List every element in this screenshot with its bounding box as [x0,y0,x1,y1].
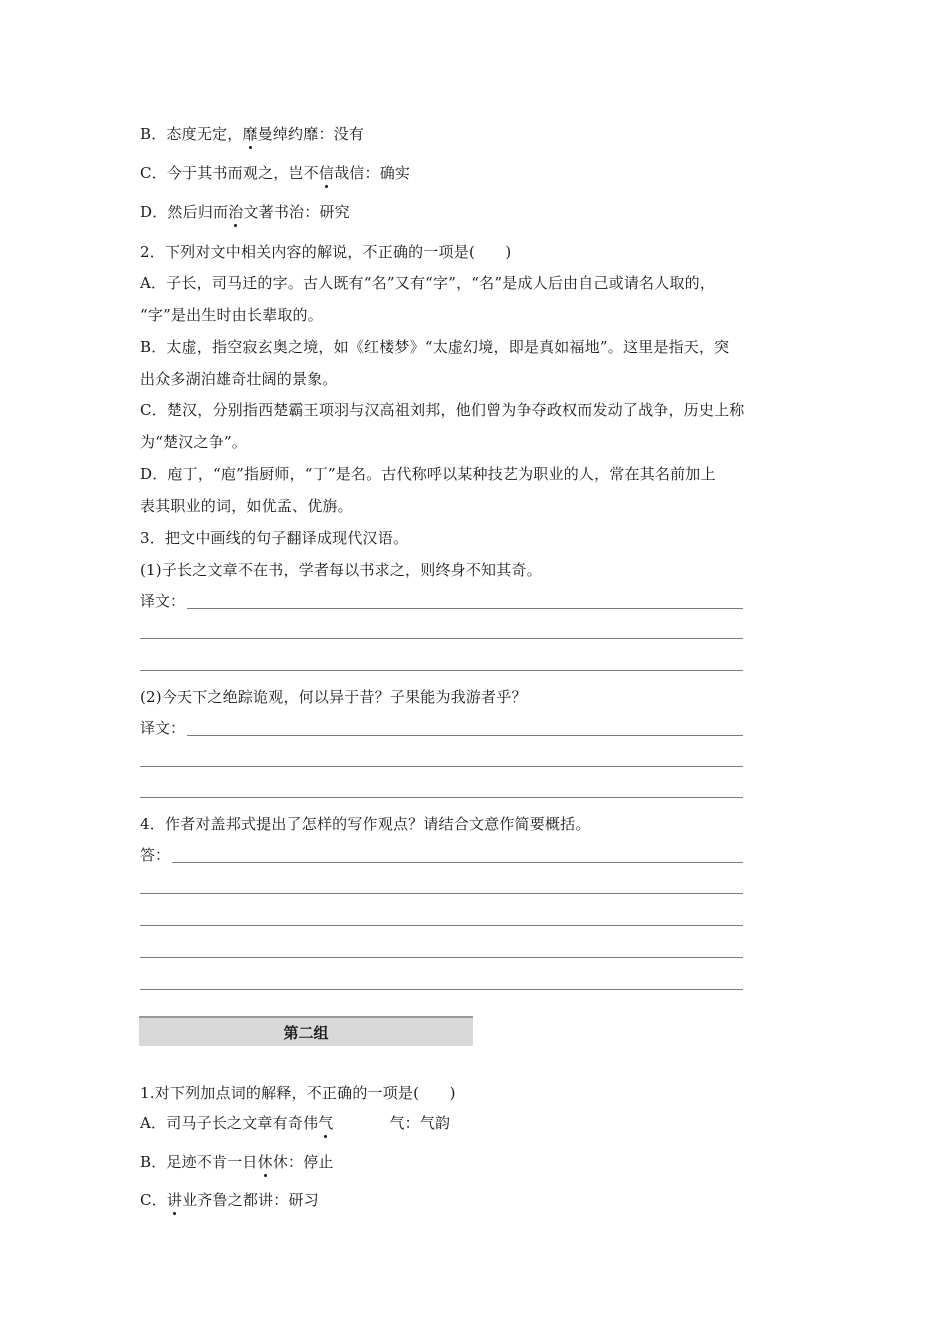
q3-sentence-1: (1)子长之文章不在书，学者每以书求之，则终身不知其奇。 [140,561,542,579]
q1-option-c [140,163,410,183]
q1-option-d [140,202,350,222]
answer-line[interactable] [187,735,743,736]
dotted-char: 信 [318,164,335,182]
dotted-char: 治 [228,203,244,221]
section-header-group2 [139,1016,473,1046]
option-text: 文著书治：研究 [243,203,350,221]
q4-stem: 4．作者对盖邦式提出了怎样的写作观点？请结合文意作简要概括。 [140,815,591,833]
answer-line[interactable] [140,670,743,671]
dotted-char: 气 [318,1114,334,1132]
answer-line[interactable] [140,766,743,767]
answer-line[interactable] [187,608,743,609]
answer-label: 答： [140,846,171,864]
g2-q1-option-b [140,1152,334,1172]
answer-line[interactable] [140,989,743,990]
q3-2-answer-row[interactable] [140,718,743,738]
option-text: 哉信：确实 [334,164,411,182]
q3-stem: 3．把文中画线的句子翻译成现代汉语。 [140,529,409,547]
q2-option-c-line2: 为“楚汉之争”。 [140,433,247,451]
q2-option-b-line1: B．太虚，指空寂玄奥之境，如《红楼梦》“太虚幻境，即是真如福地”。这里是指天，突 [140,338,730,356]
dotted-char: 休 [257,1153,273,1171]
option-text: B．足迹不肯一日 [140,1153,258,1171]
option-text: 曼绰约靡：没有 [257,125,365,143]
q2-stem: 2．下列对文中相关内容的解说，不正确的一项是( ) [140,243,512,261]
q2-option-a-line2: “字”是出生时由长辈取的。 [140,306,323,324]
g2-q1-option-c [140,1190,319,1210]
q1-option-b [140,124,364,144]
answer-line[interactable] [172,862,743,863]
q2-option-c-line1: C．楚汉，分别指西楚霸王项羽与汉高祖刘邦，他们曾为争夺政权而发动了战争，历史上称 [140,401,745,419]
option-text: 休：停止 [272,1153,334,1171]
g2-q1-stem: 1.对下列加点词的解释，不正确的一项是( ) [140,1084,456,1102]
option-text: D．然后归而 [140,203,229,221]
answer-line[interactable] [140,893,743,894]
q2-option-a-line1: A．子长，司马迁的字。古人既有“名”又有“字”，“名”是成人后由自己或请名人取的， [140,274,716,292]
option-text: C．今于其书而观之，岂不 [140,164,319,182]
option-text: C． [140,1191,167,1209]
dotted-char: 靡 [242,125,258,143]
q3-sentence-2: (2)今天下之绝踪诡观，何以异于昔？子果能为我游者乎？ [140,688,527,706]
g2-q1-option-a [140,1113,450,1133]
option-text: B．态度无定， [140,125,243,143]
section-title: 第二组 [283,1023,329,1042]
answer-line[interactable] [140,797,743,798]
q2-option-d-line2: 表其职业的词，如优孟、优旃。 [140,497,353,515]
q2-option-d-line1: D．庖丁，“庖”指厨师，“丁”是名。古代称呼以某种技艺为职业的人，常在其名前加上 [140,465,716,483]
option-text: 业齐鲁之都讲：研习 [182,1191,319,1209]
answer-line[interactable] [140,925,743,926]
translation-label: 译文： [140,592,186,610]
dotted-char: 讲 [166,1191,183,1209]
option-text: A．司马子长之文章有奇伟 [140,1114,319,1132]
option-text: 气：气韵 [389,1114,451,1132]
q3-1-answer-row[interactable] [140,591,743,611]
answer-line[interactable] [140,957,743,958]
q2-option-b-line2: 出众多湖泊雄奇壮阔的景象。 [140,370,338,388]
translation-label: 译文： [140,719,186,737]
q4-answer-row[interactable] [140,845,743,865]
answer-line[interactable] [140,638,743,639]
